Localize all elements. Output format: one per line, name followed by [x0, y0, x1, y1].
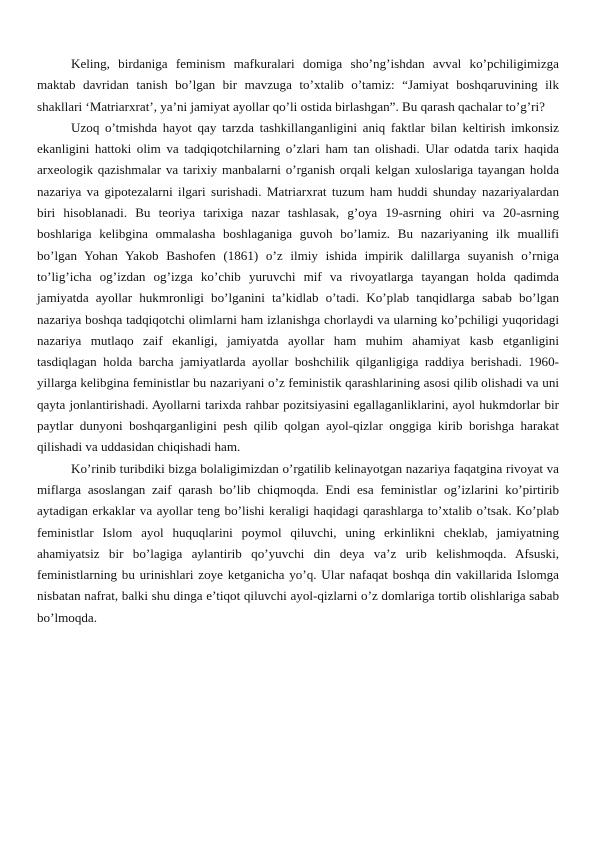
paragraph-intro: Keling, birdaniga feminism mafkuralari domiga sho’ng’ishdan avval ko’pchiligimizga maktab davridan tanish bo’lgan bir mavzuga to’xtalib o’tamiz: “Jamiyat boshqaruvining ilk shakllari ‘Matriarxrat’, ya’ni jamiyat ayollar qo’li ostida birlashgan”. Bu qarash qachalar to’g’ri? [37, 56, 559, 114]
paragraph-conclusion: Ko’rinib turibdiki bizga bolaligimizdan o’rgatilib kelinayotgan nazariya faqatgina rivoyat va miflarga asoslangan zaif qarash bo’lib chiqmoqda. Endi esa feministlar og’izlarini ko’pirtirib aytadigan erkaklar va ayollar teng bo’lishi keraligi haqidagi qarashlarga to’xtalib o’tsak. Ko’plab feministlar Islom ayol huquqlarini poymol qiluvchi, uning erkinlikni cheklab, jamiyatning ahamiyatsiz bir bo’lagiga aylantirib qo’yuvchi din deya va’z urib kelishmoqda. Afsuski, feministlarning bu urinishlari zoye ketganicha yo’q. Ular nafaqat boshqa din vakillarida Islomga nisbatan nafrat, balki shu dinga e’tiqot qiluvchi ayol-qizlarni o’z domlariga tortib olishlariga sabab bo’lmoqda. [37, 460, 559, 625]
paragraph-matriarchy-theory: Uzoq o’tmishda hayot qay tarzda tashkillanganligini aniq faktlar bilan keltirish imkonsiz ekanligini hattoki olim va tadqiqotchilarning o’zlari ham tan olishadi. Ular odatda tarix haqida arxeologik qazishmalar va tarixiy manbalarni o’rganish orqali kelgan xuloslariga tayangan holda nazariya va gipotezalarni ilgari surishadi. Matriarxrat tuzum ham huddi shunday nazariyalardan biri hisoblanadi. Bu teoriya tarixiga nazar tashlasak, g’oya 19-asrning ohiri va 20-asrning boshlariga kelibgina ommalasha boshlaganiga guvoh bo’lamiz. Bu nazariyaning ilk muallifi bo’lgan Yohan Yakob Bashofen (1861) o’z ilmiy ishida impirik dalillarga suyanish o’rniga to’lig’icha og’izdan og’izga ko’chib yuruvchi mif va rivoyatlarga tayangan holda qadimda jamiyatda ayollar hukmronligi bo’lganini ta’kidlab o’tadi. Ko’plab tanqidlarga sabab bo’lgan nazariya boshqa tadqiqotchi olimlarni ham izlanishga chorlaydi va ularning ko’pchiligi yuqoridagi nazariya mutlaqo zaif ekanligi, jamiyatda ayollar ham muhim ahamiyat kasb etganligini tasdiqlagan holda barcha jamiyatlarda ayollar boshchilik qilganligiga raddiya berishadi. 1960-yillarga kelibgina feministlar bu nazariyani o’z feministik qarashlarining asosi qilib olishadi va uni qayta jonlantirishadi. Ayollarni tarixda rahbar pozitsiyasini egallaganliklarini, ayol hukmdorlar bir paytlar dunyoni boshqarganligini pesh qilib qolgan ayol-qizlar onggiga kirib borishga harakat qilishadi va uddasidan chiqishadi ham. [37, 119, 559, 455]
document-page [37, 53, 559, 628]
